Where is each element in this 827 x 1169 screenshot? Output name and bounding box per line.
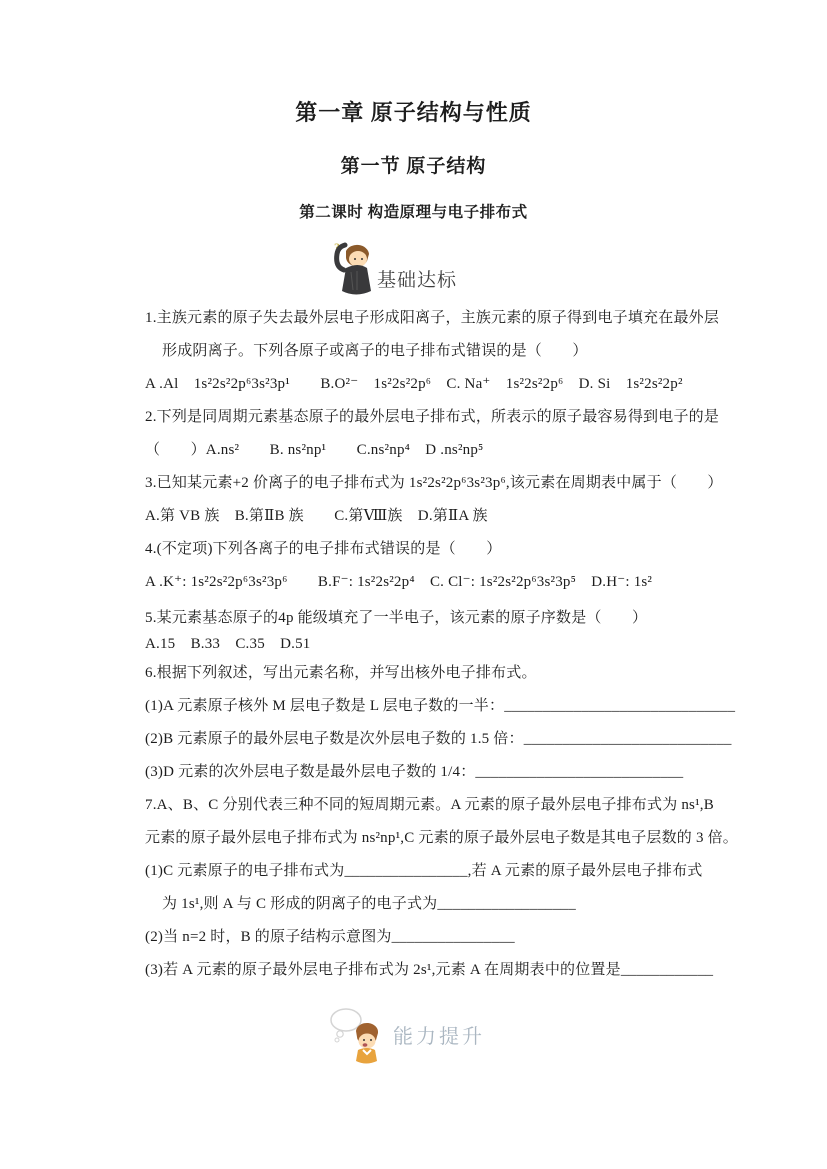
question-3	[145, 467, 723, 533]
basic-section-label: 基础达标	[377, 270, 458, 291]
question-7-blank-1b: 为 1s¹,则 A 与 C 形成的阴离子的电子式为__________________	[162, 896, 576, 912]
question-7-text: 元素的原子最外层电子排布式为 ns²np¹,C 元素的原子最外层电子数是其电子层数的 3 倍。	[145, 830, 738, 846]
question-7	[145, 789, 738, 987]
question-4-options: A .K⁺: 1s²2s²2p⁶3s²3p⁶ B.F⁻: 1s²2s²2p⁴ C. Cl⁻: 1s²2s²2p⁶3s²3p⁵ D.H⁻: 1s²	[145, 574, 653, 590]
question-2-options: （ ）A.ns² B. ns²np¹ C.ns²np⁴ D .ns²np⁵	[145, 442, 484, 458]
question-6-blank-3: (3)D 元素的次外层电子数是最外层电子数的 1/4：___________________________	[145, 764, 684, 780]
question-7-text: 7.A、B、C 分别代表三种不同的短周期元素。A 元素的原子最外层电子排布式为 ns¹,B	[145, 797, 714, 813]
section-title: 第一节 原子结构	[340, 156, 487, 177]
chapter-title: 第一章 原子结构与性质	[295, 100, 532, 125]
question-4	[145, 533, 717, 599]
question-6	[145, 657, 736, 789]
question-2-text: 2.下列是同周期元素基态原子的最外层电子排布式，所表示的原子最容易得到电子的是	[145, 409, 720, 425]
question-5-text: 5.某元素基态原子的4p 能级填充了一半电子，该元素的原子序数是（ ）	[145, 610, 648, 626]
question-1	[145, 302, 720, 401]
basic-section-header	[331, 238, 717, 296]
question-6-blank-1: (1)A 元素原子核外 M 层电子数是 L 层电子数的一半：______________________________	[145, 698, 736, 714]
question-6-text: 6.根据下列叙述，写出元素名称，并写出核外电子排布式。	[145, 665, 537, 681]
question-7-blank-2: (2)当 n=2 时，B 的原子结构示意图为________________	[145, 929, 515, 945]
question-1-text: 1.主族元素的原子失去最外层电子形成阳离子，主族元素的原子得到电子填充在最外层	[145, 310, 720, 326]
question-4-text: 4.(不定项)下列各离子的电子排布式错误的是（ ）	[145, 541, 502, 557]
question-1-text: 形成阴离子。下列各原子或离子的电子排布式错误的是（ ）	[162, 343, 588, 359]
question-2	[145, 401, 720, 467]
question-5	[145, 599, 717, 657]
question-7-blank-3: (3)若 A 元素的原子最外层电子排布式为 2s¹,元素 A 在周期表中的位置是____________	[145, 962, 714, 978]
question-3-options: A.第 VB 族 B.第ⅡB 族 C.第Ⅷ族 D.第ⅡA 族	[145, 508, 488, 524]
advanced-section-header	[327, 1007, 717, 1067]
question-7-blank-1: (1)C 元素原子的电子排布式为________________,若 A 元素的原子最外层电子排布式	[145, 863, 703, 879]
worksheet-content	[0, 238, 827, 1067]
question-6-blank-2: (2)B 元素原子的最外层电子数是次外层电子数的 1.5 倍：___________________________	[145, 731, 732, 747]
svg-text:?: ?	[334, 240, 340, 254]
title-block	[0, 0, 827, 222]
question-5-options: A.15 B.33 C.35 D.51	[145, 636, 311, 652]
question-1-options: A .Al 1s²2s²2p⁶3s²3p¹ B.O²⁻ 1s²2s²2p⁶ C. Na⁺ 1s²2s²2p⁶ D. Si 1s²2s²2p²	[145, 376, 683, 392]
lesson-title: 第二课时 构造原理与电子排布式	[299, 204, 528, 221]
advanced-section-label: 能力提升	[393, 1026, 485, 1048]
thinking-kid-icon	[331, 238, 377, 296]
question-3-text: 3.已知某元素+2 价离子的电子排布式为 1s²2s²2p⁶3s²3p⁶,该元素在周期表中属于（ ）	[145, 475, 723, 491]
speaking-kid-icon	[327, 1007, 393, 1067]
